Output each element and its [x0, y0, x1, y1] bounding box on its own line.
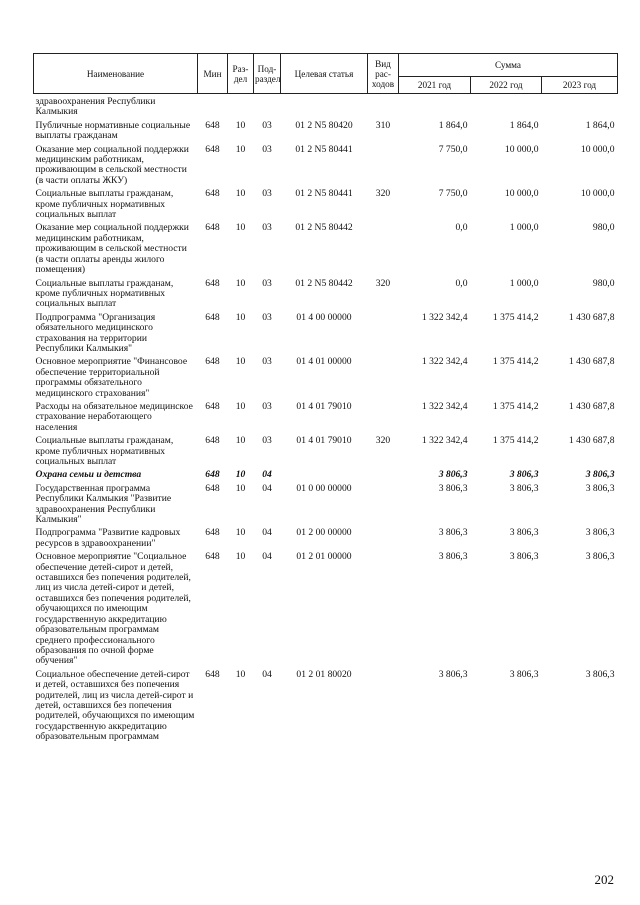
header-year-2022: 2022 год [471, 77, 542, 94]
row-section: 10 [235, 527, 246, 539]
row-name: Социальные выплаты гражданам, кроме публичных нормативных социальных выплат [35, 435, 174, 467]
header-min: Мин [198, 54, 228, 94]
row-expense-type [368, 354, 399, 399]
row-sum-2021: 3 806,3 [438, 527, 468, 539]
header-expense-type: Вид рас-ходов [368, 54, 399, 94]
row-sum-2023: 3 806,3 [585, 527, 615, 539]
table-row [34, 186, 618, 220]
row-section: 10 [235, 311, 246, 323]
row-name: Оказание мер социальной поддержки медицинским работникам, проживающим в сельской местности (в части оплаты ЖКУ) [35, 143, 189, 186]
row-subsection: 04 [262, 469, 272, 481]
row-sum-2022: 1 375 414,2 [492, 435, 539, 447]
row-expense-type: 320 [375, 188, 391, 200]
row-sum-2022: 10 000,0 [504, 143, 539, 155]
row-expense-type [368, 667, 399, 743]
row-sum-2023: 980,0 [592, 277, 615, 289]
row-sum-2023: 1 864,0 [585, 119, 615, 131]
table-row [34, 94, 618, 118]
row-sum-2023: 1 430 687,8 [568, 400, 615, 412]
row-ministry: 648 [205, 551, 220, 563]
row-sum-2023: 10 000,0 [580, 143, 615, 155]
table-row [34, 467, 618, 480]
row-sum-2023 [542, 94, 618, 118]
row-name: Основное мероприятие "Финансовое обеспечение территориальной программы обязательного медицинского страхования" [35, 356, 188, 399]
row-expense-type: 320 [375, 435, 391, 447]
row-target-article: 01 2 N5 80420 [295, 119, 353, 131]
table-header [34, 54, 618, 94]
row-sum-2021: 3 806,3 [438, 551, 468, 563]
row-sum-2021: 1 322 342,4 [421, 435, 468, 447]
table-row [34, 667, 618, 743]
row-sum-2022 [471, 94, 542, 118]
row-name: Охрана семьи и детства [35, 469, 142, 481]
row-sum-2021: 7 750,0 [438, 188, 468, 200]
row-target-article: 01 2 01 80020 [296, 668, 352, 680]
row-target-article: 01 2 N5 80441 [295, 188, 353, 200]
row-target-article: 01 2 01 00000 [296, 551, 352, 563]
row-section: 10 [235, 400, 246, 412]
row-ministry: 648 [205, 356, 220, 368]
row-sum-2022: 1 375 414,2 [492, 400, 539, 412]
row-ministry: 648 [205, 143, 220, 155]
row-section: 10 [235, 469, 246, 481]
row-expense-type [368, 220, 399, 275]
row-expense-type [368, 310, 399, 355]
row-section: 10 [235, 143, 246, 155]
row-section: 10 [235, 222, 246, 234]
row-section: 10 [235, 356, 246, 368]
row-name: здравоохранения Республики Калмыкия [35, 96, 156, 118]
table-row [34, 142, 618, 187]
row-ministry: 648 [205, 469, 220, 481]
row-sum-2023: 3 806,3 [585, 469, 615, 481]
row-target-article: 01 2 N5 80442 [295, 222, 353, 234]
row-sum-2021: 1 322 342,4 [421, 311, 468, 323]
row-sum-2021: 3 806,3 [438, 668, 468, 680]
row-sum-2021: 1 864,0 [438, 119, 468, 131]
budget-table [33, 53, 618, 743]
row-expense-type: 320 [375, 277, 391, 289]
row-sum-2023: 3 806,3 [585, 482, 615, 494]
row-target-article: 01 4 00 00000 [296, 311, 352, 323]
row-subsection: 04 [262, 482, 272, 494]
header-year-2023: 2023 год [542, 77, 618, 94]
row-target-article: 01 4 01 00000 [296, 356, 352, 368]
row-sum-2021: 1 322 342,4 [421, 356, 468, 368]
row-sum-2023: 1 430 687,8 [568, 435, 615, 447]
row-sum-2021: 3 806,3 [438, 482, 468, 494]
row-sum-2023: 3 806,3 [585, 668, 615, 680]
row-target-article: 01 2 00 00000 [296, 527, 352, 539]
row-subsection [254, 94, 281, 118]
row-expense-type [368, 549, 399, 666]
row-subsection: 04 [262, 551, 272, 563]
row-expense-type [368, 142, 399, 187]
row-sum-2021 [399, 94, 471, 118]
row-subsection: 03 [262, 400, 272, 412]
row-target-article [281, 467, 368, 480]
row-sum-2022: 3 806,3 [509, 668, 539, 680]
header-year-2021: 2021 год [399, 77, 471, 94]
row-name: Государственная программа Республики Калмыкия "Развитие здравоохранения Республики Калмыкия" [35, 482, 172, 526]
header-razdel: Раз-дел [228, 54, 254, 94]
table-row [34, 481, 618, 526]
row-ministry: 648 [205, 482, 220, 494]
row-sum-2022: 3 806,3 [509, 551, 539, 563]
table-row [34, 433, 618, 467]
row-subsection: 03 [262, 277, 272, 289]
row-section: 10 [235, 668, 246, 680]
row-subsection: 04 [262, 668, 272, 680]
row-target-article: 01 0 00 00000 [296, 482, 352, 494]
row-sum-2022: 10 000,0 [504, 188, 539, 200]
row-ministry: 648 [205, 435, 220, 447]
header-target-article: Целевая статья [281, 54, 368, 94]
row-sum-2021: 7 750,0 [438, 143, 468, 155]
row-name: Социальные выплаты гражданам, кроме публичных нормативных социальных выплат [35, 188, 174, 221]
row-ministry: 648 [205, 668, 220, 680]
row-name: Подпрограмма "Организация обязательного медицинского страхования на территории Республики Калмыкия" [35, 311, 156, 354]
row-expense-type [368, 525, 399, 549]
page-number: 202 [594, 872, 614, 887]
row-expense-type [368, 399, 399, 433]
row-sum-2022: 1 000,0 [509, 277, 539, 289]
row-section: 10 [235, 435, 246, 447]
row-target-article: 01 2 N5 80442 [295, 277, 353, 289]
row-section [228, 94, 254, 118]
row-subsection: 03 [262, 311, 272, 323]
row-subsection: 03 [262, 119, 272, 131]
row-ministry: 648 [205, 527, 220, 539]
row-sum-2023: 10 000,0 [580, 188, 615, 200]
row-sum-2021: 0,0 [455, 222, 468, 234]
row-subsection: 03 [262, 143, 272, 155]
row-ministry: 648 [205, 222, 220, 234]
row-subsection: 04 [262, 527, 272, 539]
row-ministry: 648 [205, 311, 220, 323]
row-sum-2022: 3 806,3 [509, 469, 539, 481]
row-expense-type: 310 [375, 119, 391, 131]
row-sum-2023: 1 430 687,8 [568, 356, 615, 368]
table-body [34, 94, 618, 743]
row-section: 10 [235, 482, 246, 494]
row-subsection: 03 [262, 222, 272, 234]
row-target-article: 01 2 N5 80441 [295, 143, 353, 155]
table-row [34, 310, 618, 355]
row-sum-2023: 1 430 687,8 [568, 311, 615, 323]
row-sum-2023: 3 806,3 [585, 551, 615, 563]
row-sum-2022: 3 806,3 [509, 482, 539, 494]
row-sum-2022: 1 000,0 [509, 222, 539, 234]
header-name: Наименование [34, 54, 198, 94]
row-subsection: 03 [262, 356, 272, 368]
row-section: 10 [235, 188, 246, 200]
row-expense-type [368, 94, 399, 118]
row-section: 10 [235, 551, 246, 563]
table-row [34, 220, 618, 275]
row-sum-2021: 3 806,3 [438, 469, 468, 481]
row-ministry [198, 94, 228, 118]
table-row [34, 276, 618, 310]
row-section: 10 [235, 119, 246, 131]
row-target-article: 01 4 01 79010 [296, 400, 352, 412]
row-sum-2022: 3 806,3 [509, 527, 539, 539]
table-row [34, 525, 618, 549]
table-row [34, 549, 618, 666]
table-row [34, 354, 618, 399]
row-ministry: 648 [205, 400, 220, 412]
row-name: Расходы на обязательное медицинское страхование неработающего населения [35, 400, 193, 433]
row-expense-type [368, 467, 399, 480]
table-row [34, 118, 618, 142]
header-sum: Сумма [399, 54, 618, 77]
row-target-article: 01 4 01 79010 [296, 435, 352, 447]
row-section: 10 [235, 277, 246, 289]
row-name: Подпрограмма "Развитие кадровых ресурсов в здравоохранении" [35, 527, 181, 549]
row-sum-2021: 1 322 342,4 [421, 400, 468, 412]
row-expense-type [368, 481, 399, 526]
row-name: Публичные нормативные социальные выплаты гражданам [35, 119, 191, 142]
row-subsection: 03 [262, 188, 272, 200]
row-name: Оказание мер социальной поддержки медицинским работникам, проживающим в сельской местности (в части оплаты аренды жилого помещения) [35, 222, 189, 276]
row-name: Основное мероприятие "Социальное обеспечение детей-сирот и детей, оставшихся без попечения родителей, лиц из числа детей-сирот и детей, оставшихся без попечения родителей, обучающихся по имеющим государственную аккредитацию образовательным программам среднего профессионального образования по очной форме обучения" [35, 551, 191, 667]
row-name: Социальное обеспечение детей-сирот и детей, оставшихся без попечения родителей, лиц из числа детей-сирот и детей, оставшихся без попечения родителей, обучающихся по имеющим государственную аккредитацию образовательным программам [35, 668, 195, 743]
row-ministry: 648 [205, 277, 220, 289]
table-row [34, 399, 618, 433]
row-sum-2022: 1 375 414,2 [492, 311, 539, 323]
row-target-article [281, 94, 368, 118]
header-podrazdel: Под-раздел [254, 54, 281, 94]
row-name: Социальные выплаты гражданам, кроме публичных нормативных социальных выплат [35, 277, 174, 310]
row-sum-2021: 0,0 [455, 277, 468, 289]
row-sum-2022: 1 864,0 [509, 119, 539, 131]
row-ministry: 648 [205, 188, 220, 200]
row-sum-2023: 980,0 [592, 222, 615, 234]
row-sum-2022: 1 375 414,2 [492, 356, 539, 368]
row-ministry: 648 [205, 119, 220, 131]
row-subsection: 03 [262, 435, 272, 447]
